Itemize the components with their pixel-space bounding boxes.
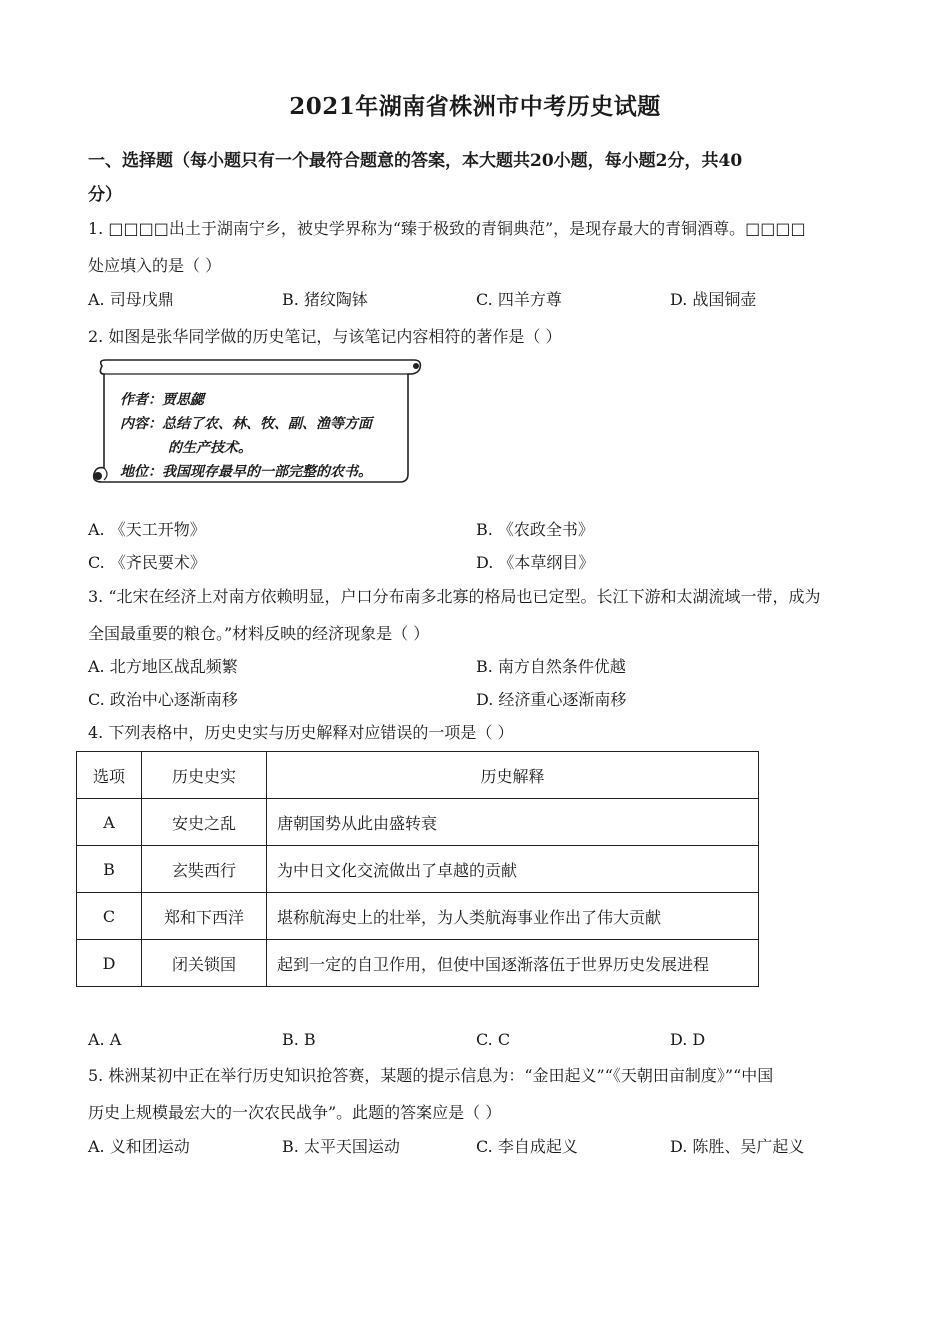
- q1-option-c: C. 四羊方尊: [476, 290, 562, 309]
- page-title: 2021年湖南省株洲市中考历史试题: [289, 93, 661, 120]
- table-cell: 郑和下西洋: [142, 893, 267, 940]
- q5-option-b: B. 太平天国运动: [282, 1137, 400, 1156]
- table-cell: 安史之乱: [142, 799, 267, 846]
- q2-stem: 2. 如图是张华同学做的历史笔记，与该笔记内容相符的著作是（ ）: [88, 327, 562, 346]
- table-header-cell: 选项: [77, 752, 142, 799]
- table-header-row: [77, 752, 759, 799]
- table-header-cell: 历史解释: [267, 752, 759, 799]
- q1-option-a: A. 司母戊鼎: [88, 290, 174, 309]
- note-content-1: 总结了农、林、牧、副、渔等方面: [162, 416, 372, 432]
- table-cell: B: [77, 846, 142, 893]
- q3-option-d: D. 经济重心逐渐南移: [476, 690, 627, 709]
- q2-option-c: C. 《齐民要术》: [88, 553, 206, 572]
- note-author-row: [120, 389, 204, 409]
- history-table: [76, 751, 759, 987]
- q1-option-d: D. 战国铜壶: [670, 290, 757, 309]
- table-row: [77, 893, 759, 940]
- q2-option-d: D. 《本草纲目》: [476, 553, 595, 572]
- table-cell: D: [77, 940, 142, 987]
- q4-option-c: C. C: [476, 1030, 511, 1049]
- q4-option-d: D. D: [670, 1030, 706, 1049]
- q2-option-a: A. 《天工开物》: [88, 520, 206, 539]
- q3-option-b: B. 南方自然条件优越: [476, 657, 626, 676]
- q4-stem: 4. 下列表格中，历史史实与历史解释对应错误的一项是（ ）: [88, 723, 514, 742]
- q1-option-b: B. 猪纹陶钵: [282, 290, 368, 309]
- table-row: [77, 799, 759, 846]
- q3-stem-line2: 全国最重要的粮仓。”材料反映的经济现象是（ ）: [88, 624, 430, 643]
- note-author: 贾思勰: [162, 392, 204, 408]
- q3-option-c: C. 政治中心逐渐南移: [88, 690, 238, 709]
- q3-stem-line1: 3. “北宋在经济上对南方依赖明显，户口分布南多北寡的格局也已定型。长江下游和太湖流域一带，成为: [88, 587, 821, 606]
- note-content-2: 的生产技术。: [168, 440, 252, 456]
- note-content-label: 内容：: [120, 416, 162, 432]
- q2-option-b: B. 《农政全书》: [476, 520, 594, 539]
- table-cell: 起到一定的自卫作用，但使中国逐渐落伍于世界历史发展进程: [267, 940, 759, 987]
- note-status-label: 地位：: [120, 464, 162, 480]
- history-note-scroll: [88, 356, 426, 490]
- q1-stem-line2: 处应填入的是（ ）: [88, 256, 222, 275]
- table-cell: 玄奘西行: [142, 846, 267, 893]
- table-cell: 为中日文化交流做出了卓越的贡献: [267, 846, 759, 893]
- q1-stem-line1: 1. □□□□出土于湖南宁乡，被史学界称为“臻于极致的青铜典范”，是现存最大的青铜酒尊。□□□□: [88, 219, 806, 238]
- q5-option-c: C. 李自成起义: [476, 1137, 578, 1156]
- table-cell: 闭关锁国: [142, 940, 267, 987]
- table-cell: C: [77, 893, 142, 940]
- q3-option-a: A. 北方地区战乱频繁: [88, 657, 238, 676]
- note-status: 我国现存最早的一部完整的农书。: [162, 464, 372, 480]
- q4-option-b: B. B: [282, 1030, 316, 1049]
- table-cell: 堪称航海史上的壮举，为人类航海事业作出了伟大贡献: [267, 893, 759, 940]
- table-header-cell: 历史史实: [142, 752, 267, 799]
- q5-option-d: D. 陈胜、吴广起义: [670, 1137, 805, 1156]
- note-status-row: [120, 461, 372, 481]
- q5-stem-line1: 5. 株洲某初中正在举行历史知识抢答赛，某题的提示信息为：“金田起义”“《天朝田亩制度》”“中国: [88, 1066, 774, 1085]
- table-cell: 唐朝国势从此由盛转衰: [267, 799, 759, 846]
- q5-stem-line2: 历史上规模最宏大的一次农民战争”。此题的答案应是（ ）: [88, 1103, 502, 1122]
- table-row: [77, 846, 759, 893]
- q5-option-a: A. 义和团运动: [88, 1137, 190, 1156]
- section-heading: 一、选择题（每小题只有一个最符合题意的答案，本大题共20小题，每小题2分，共40: [88, 151, 743, 171]
- section-heading-cont: 分）: [88, 185, 122, 205]
- table-cell: A: [77, 799, 142, 846]
- note-author-label: 作者：: [120, 392, 162, 408]
- q4-option-a: A. A: [88, 1030, 122, 1049]
- table-row: [77, 940, 759, 987]
- note-content-row: [120, 413, 372, 433]
